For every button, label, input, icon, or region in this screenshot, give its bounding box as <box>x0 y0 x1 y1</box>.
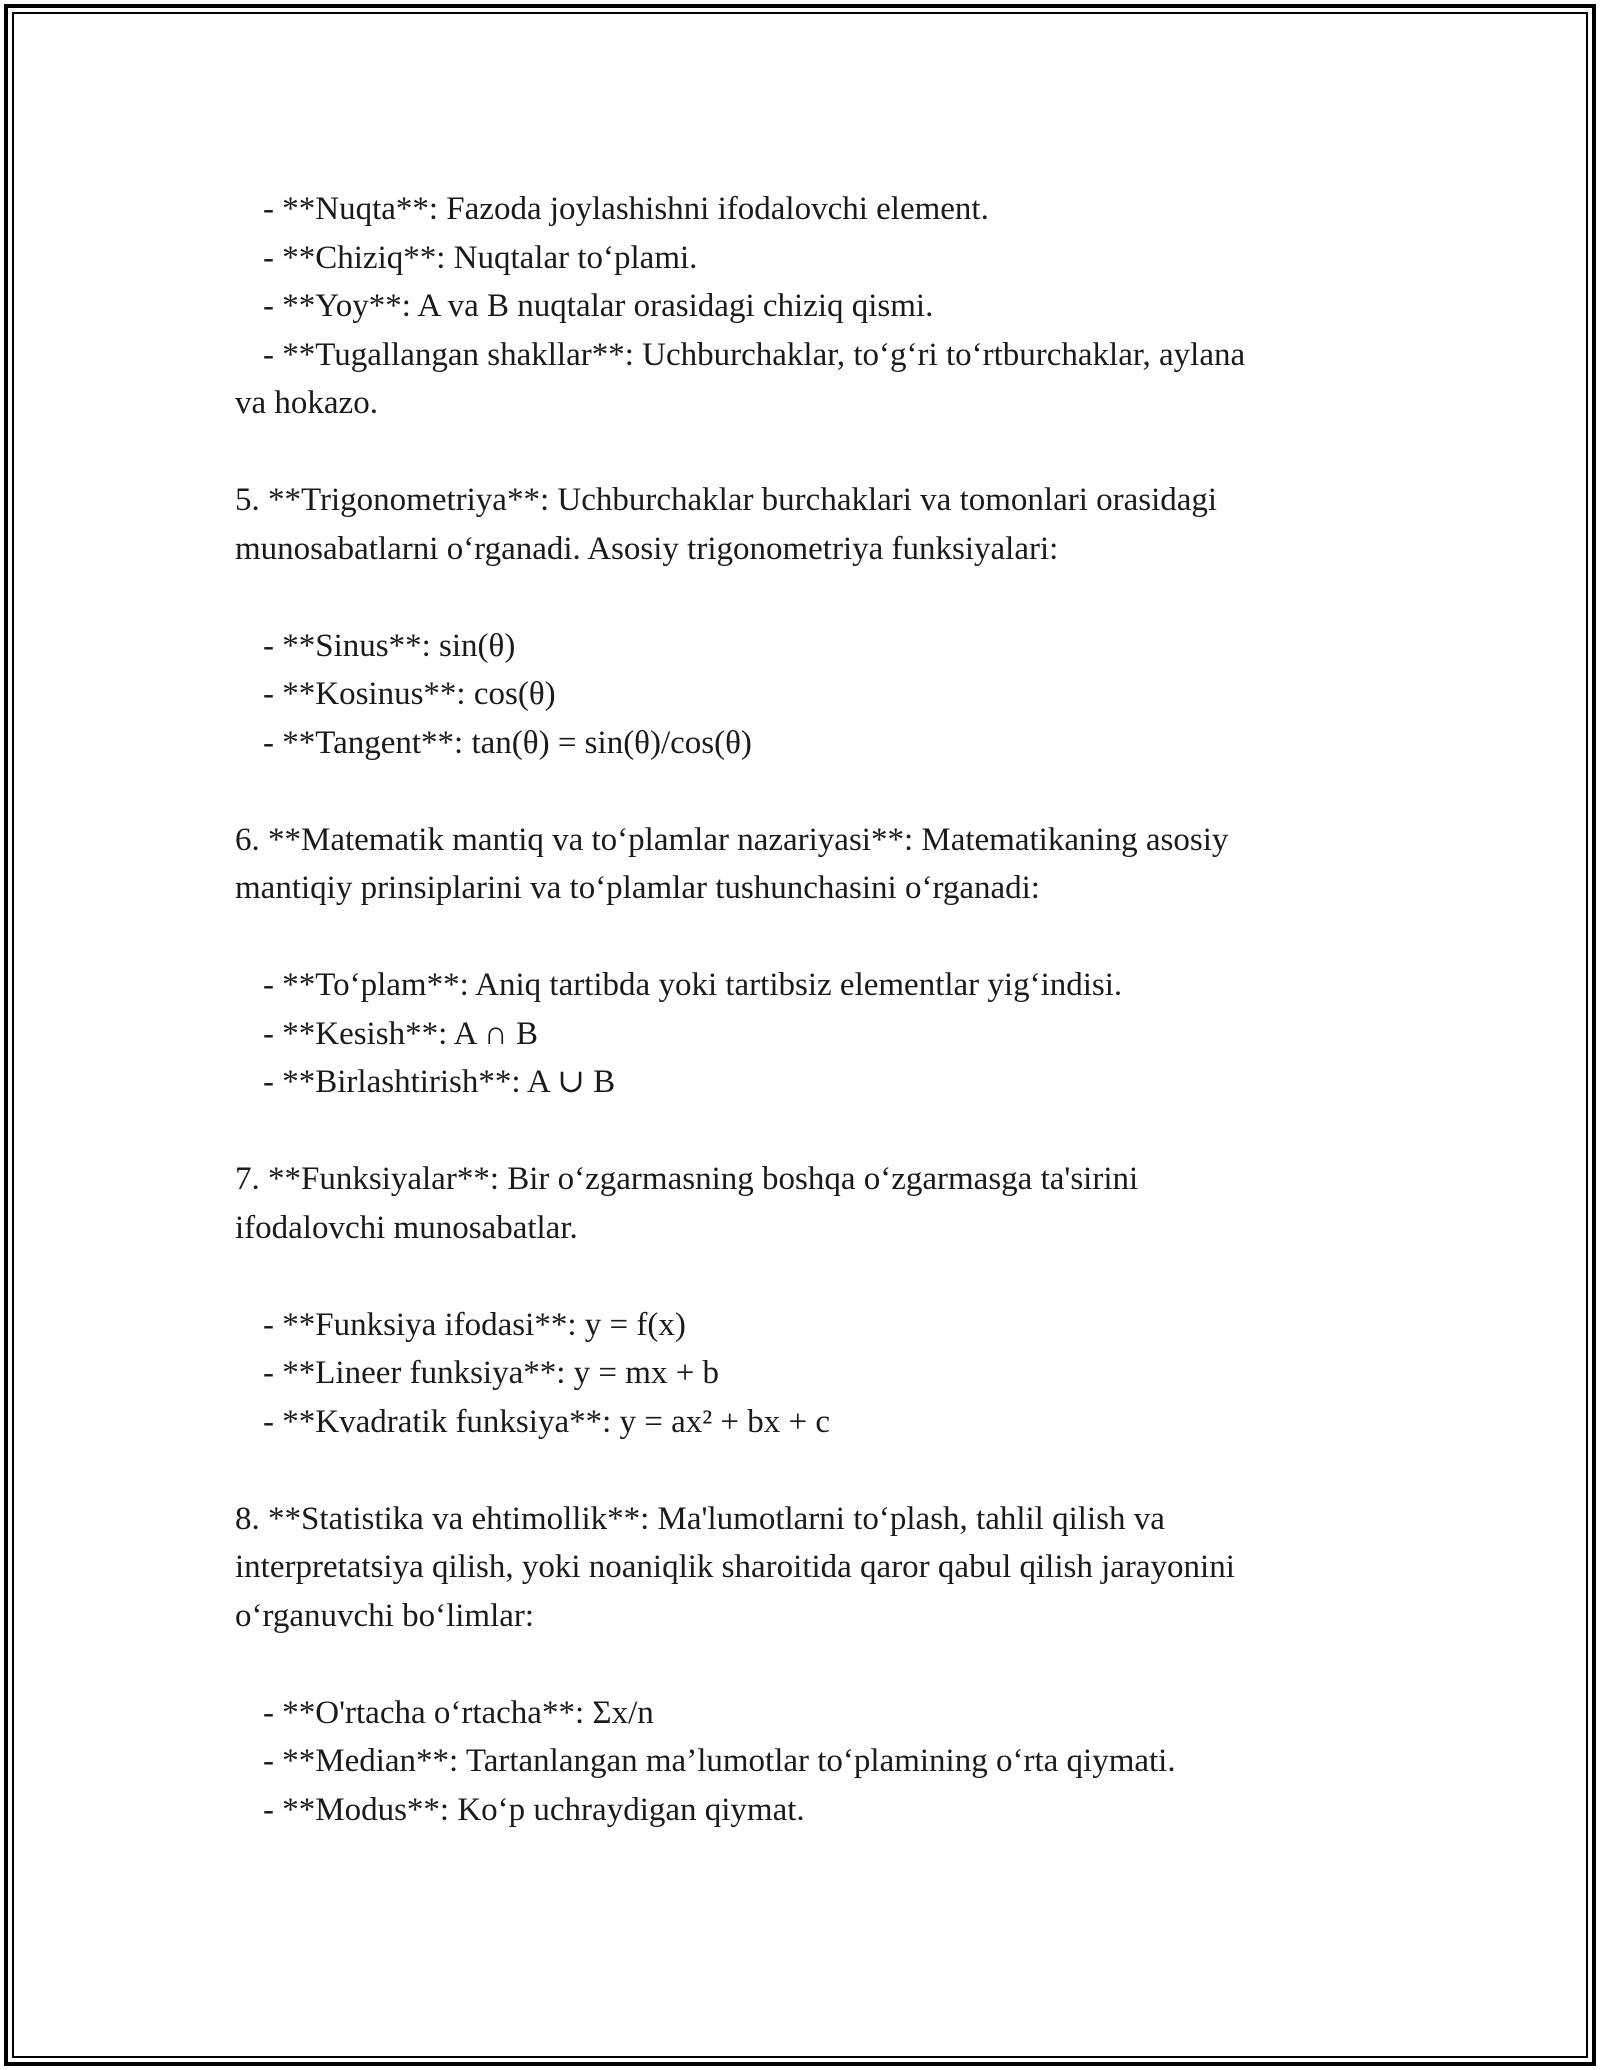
list-item: - **Kesish**: A ∩ B <box>263 1015 539 1052</box>
paragraph-gap <box>235 573 1375 622</box>
list-item: - **Lineer funksiya**: y = mx + b <box>263 1355 720 1391</box>
section-paragraph-continuation: o‘rganuvchi bo‘limlar: <box>235 1597 535 1634</box>
section-heading-paragraph: 7. **Funksiyalar**: Bir o‘zgarmasning boshqa o‘zgarmasga ta'sirini <box>235 1161 1139 1197</box>
paragraph-gap <box>235 428 1375 477</box>
list-item: - **Funksiya ifodasi**: y = f(x) <box>263 1306 686 1343</box>
paragraph-gap <box>235 1252 1375 1301</box>
list-item: - **Nuqta**: Fazoda joylashishni ifodalovchi element. <box>263 191 989 227</box>
paragraph-gap <box>235 1446 1375 1495</box>
list-item: - **Yoy**: A va B nuqtalar orasidagi chiziq qismi. <box>263 288 934 324</box>
section-heading-paragraph: 6. **Matematik mantiq va to‘plamlar nazariyasi**: Matematikaning asosiy <box>235 821 1229 858</box>
list-item: - **O'rtacha o‘rtacha**: Σx/n <box>263 1694 654 1731</box>
paragraph-gap <box>235 767 1375 816</box>
list-item-continuation: va hokazo. <box>235 385 378 421</box>
paragraph-gap <box>235 913 1375 962</box>
list-item: - **Birlashtirish**: A ∪ B <box>263 1064 616 1100</box>
list-item: - **Sinus**: sin(θ) <box>263 627 516 664</box>
list-item: - **Tugallangan shakllar**: Uchburchaklar, to‘g‘ri to‘rtburchaklar, aylana <box>263 336 1246 373</box>
section-paragraph-continuation: interpretatsiya qilish, yoki noaniqlik sharoitida qaror qabul qilish jarayonini <box>235 1549 1235 1585</box>
section-heading-paragraph: 8. **Statistika va ehtimollik**: Ma'lumotlarni to‘plash, tahlil qilish va <box>235 1500 1165 1537</box>
section-paragraph-continuation: munosabatlarni o‘rganadi. Asosiy trigonometriya funksiyalari: <box>235 530 1059 567</box>
list-item: - **Chiziq**: Nuqtalar to‘plami. <box>263 239 698 276</box>
list-item: - **Tangent**: tan(θ) = sin(θ)/cos(θ) <box>263 724 752 761</box>
paragraph-gap <box>235 1107 1375 1156</box>
list-item: - **Median**: Tartanlangan ma’lumotlar to‘plamining o‘rta qiymati. <box>263 1743 1176 1779</box>
paragraph-gap <box>235 1640 1375 1689</box>
section-paragraph-continuation: ifodalovchi munosabatlar. <box>235 1209 578 1246</box>
list-item: - **Kvadratik funksiya**: y = ax² + bx + c <box>263 1403 831 1440</box>
list-item: - **To‘plam**: Aniq tartibda yoki tartibsiz elementlar yig‘indisi. <box>263 967 1123 1003</box>
list-item: - **Modus**: Ko‘p uchraydigan qiymat. <box>263 1791 805 1828</box>
section-paragraph-continuation: mantiqiy prinsiplarini va to‘plamlar tushunchasini o‘rganadi: <box>235 870 1040 906</box>
section-heading-paragraph: 5. **Trigonometriya**: Uchburchaklar burchaklari va tomonlari orasidagi <box>235 482 1218 518</box>
list-item: - **Kosinus**: cos(θ) <box>263 676 556 712</box>
document-body <box>235 185 1375 1834</box>
